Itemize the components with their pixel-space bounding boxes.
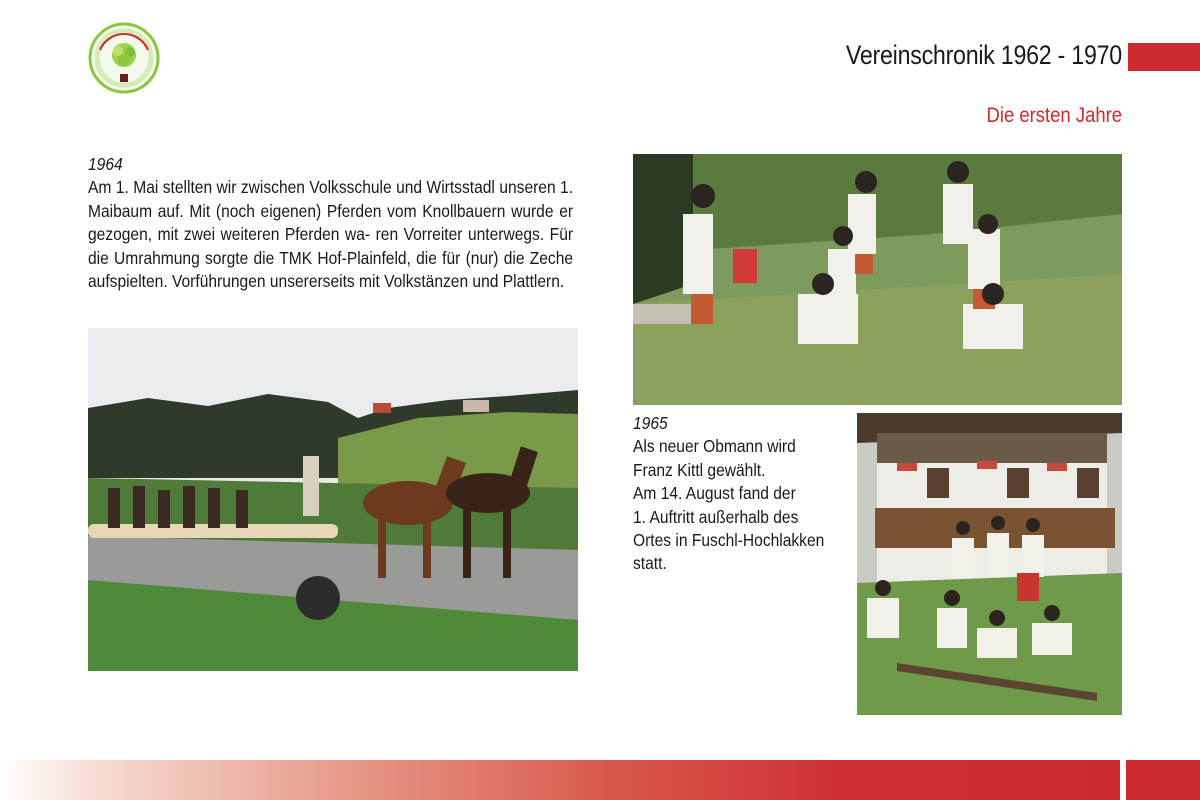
entry-line: Als neuer Obmann wird: [633, 436, 796, 457]
entry-year: 1965: [633, 413, 668, 433]
entry-line: Am 1. Mai stellten wir zwischen Volksschule und Wirtsstadl: [88, 177, 495, 198]
entry-year: 1964: [88, 154, 123, 174]
footer-gradient-bar: [0, 760, 1120, 800]
footer-accent-block: [1126, 760, 1200, 800]
club-emblem-icon: [88, 22, 160, 94]
entry-line: Am 14. August fand der: [633, 483, 796, 504]
entry-line: ren Vorreiter unterwegs. Für die Umrahmung sorgte die TMK: [88, 224, 574, 268]
entry-line: Knollbauern wurde er gezogen, mit zwei weiteren Pferden wa-: [88, 200, 574, 245]
maypole-horses-photo: [88, 328, 578, 671]
entry-line: Hof-Plainfeld, die für (nur) die Zeche aufspielten. Vorführungen: [88, 247, 574, 292]
entry-line: Franz Kittl gewählt.: [633, 459, 766, 480]
meadow-group-photo: [633, 154, 1122, 405]
club-logo: [88, 22, 160, 94]
group-in-front-of-house-photo: [857, 413, 1122, 715]
house-group-photo: [857, 413, 1122, 715]
page-title: Vereinschronik 1962 - 1970: [846, 40, 1122, 70]
entry-line: Ortes in Fuschl-Hochlakken: [633, 530, 825, 551]
entry-line: unseren 1. Maibaum auf. Mit (noch eigenen) Pferden vom: [88, 177, 574, 221]
entry-body: [88, 176, 573, 293]
entry-line: unsererseits mit Volkstänzen und Plattlern.: [269, 271, 565, 292]
entry-line: statt.: [633, 553, 667, 574]
entry-line: 1. Auftritt außerhalb des: [633, 506, 799, 527]
entry-1964: [88, 153, 573, 293]
maibaum-photo: [88, 328, 578, 671]
dancers-meadow-photo: [633, 154, 1122, 405]
section-subtitle: Die ersten Jahre: [986, 104, 1122, 127]
entry-1965: [633, 412, 856, 576]
header-accent-bar: [1128, 43, 1200, 71]
